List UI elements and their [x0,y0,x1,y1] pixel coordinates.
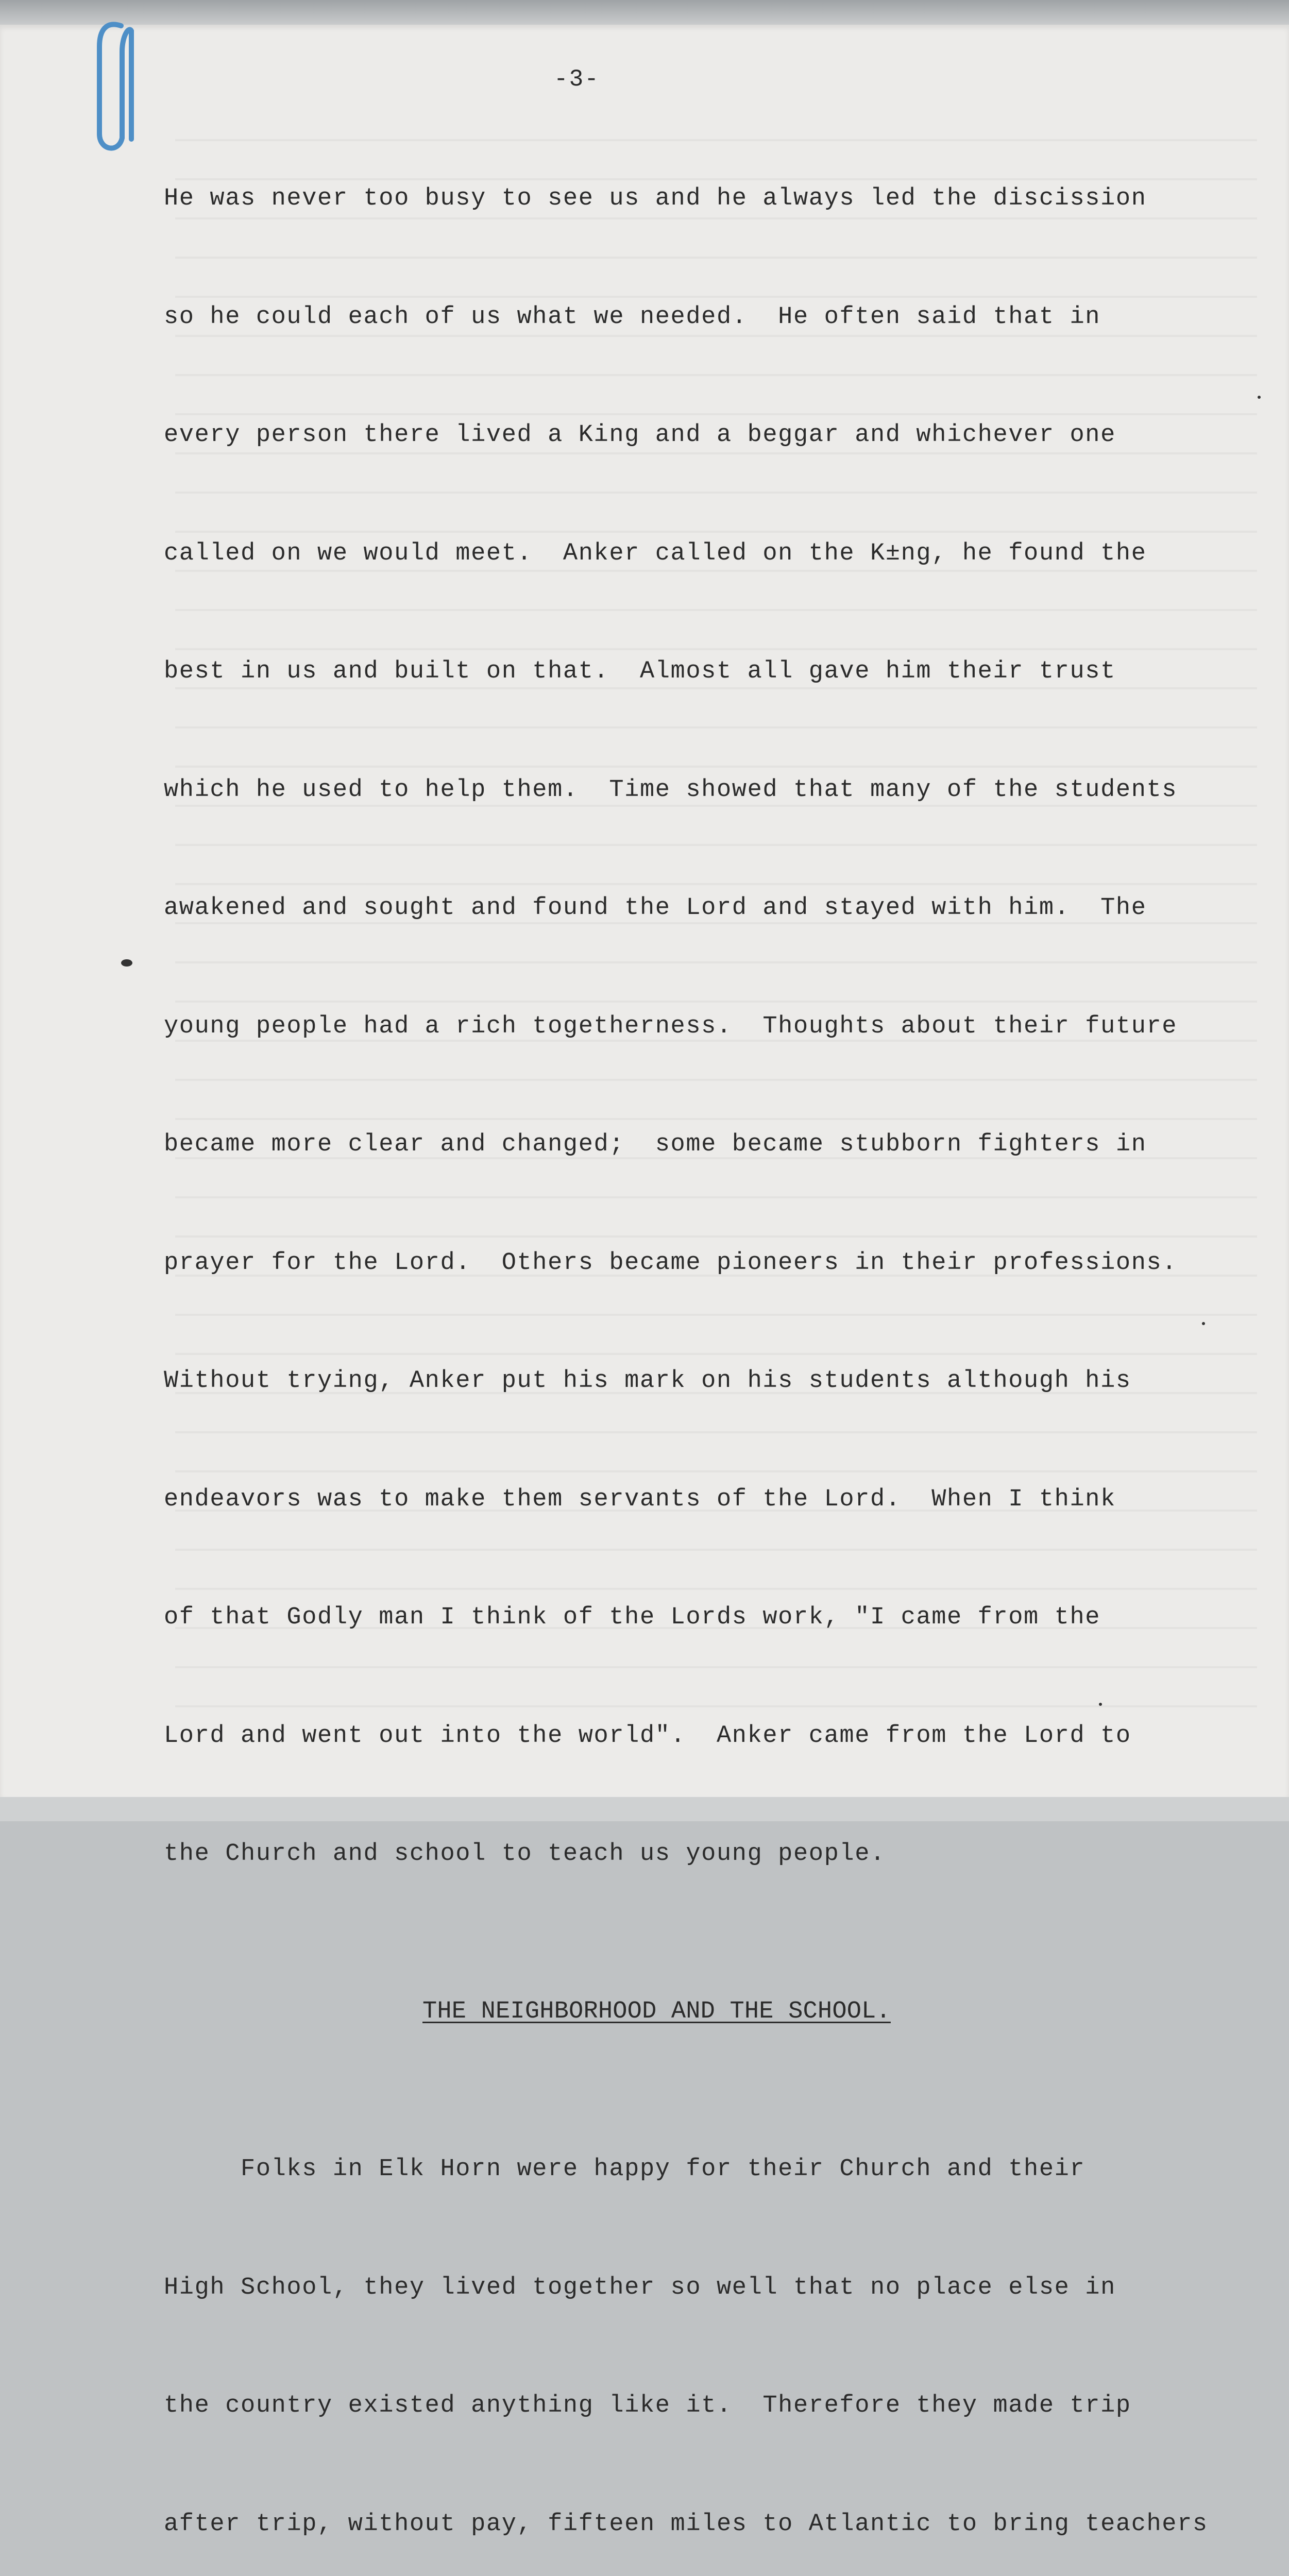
paperclip-icon [90,15,137,160]
ink-speck [1099,1703,1102,1706]
text-line: of that Godly man I think of the Lords work, "I came from the [164,1604,1101,1631]
ink-speck [1258,396,1261,399]
scanner-top-edge [0,0,1289,25]
section-heading-text: THE NEIGHBORHOOD AND THE SCHOOL. [422,1998,891,2025]
text-line: best in us and built on that. Almost all gave him their trust [164,658,1116,685]
text-line: young people had a rich togetherness. Thoughts about their future [164,1012,1178,1040]
text-line: the Church and school to teach us young people. [164,1840,886,1868]
text-line: Folks in Elk Horn were happy for their Church and their [164,2156,1086,2183]
text-line: became more clear and changed; some became stubborn fighters in [164,1131,1147,1158]
text-line: Lord and went out into the world". Anker came from the Lord to [164,1722,1131,1750]
ink-speck [1202,1322,1205,1325]
page-number: -3- [554,66,600,93]
text-line: Without trying, Anker put his mark on his students although his [164,1367,1131,1395]
text-line: called on we would meet. Anker called on the K±ng, he found the [164,539,1147,567]
section-heading [164,1992,1277,2032]
text-line: after trip, without pay, fifteen miles to Atlantic to bring teachers [164,2510,1208,2538]
text-line: He was never too busy to see us and he always led the discission [164,185,1147,212]
text-line: awakened and sought and found the Lord and stayed with him. The [164,894,1147,922]
text-line: which he used to help them. Time showed that many of the students [164,776,1178,804]
text-line: prayer for the Lord. Others became pioneers in their professions. [164,1249,1178,1277]
text-line: High School, they lived together so well that no place else in [164,2274,1116,2301]
text-line: so he could each of us what we needed. He often said that in [164,303,1101,331]
typed-text-body [164,100,1277,2576]
text-line: endeavors was to make them servants of the Lord. When I think [164,1485,1116,1513]
text-line: the country existed anything like it. Therefore they made trip [164,2392,1131,2419]
ink-speck [121,959,132,967]
text-line: every person there lived a King and a beggar and whichever one [164,421,1116,449]
